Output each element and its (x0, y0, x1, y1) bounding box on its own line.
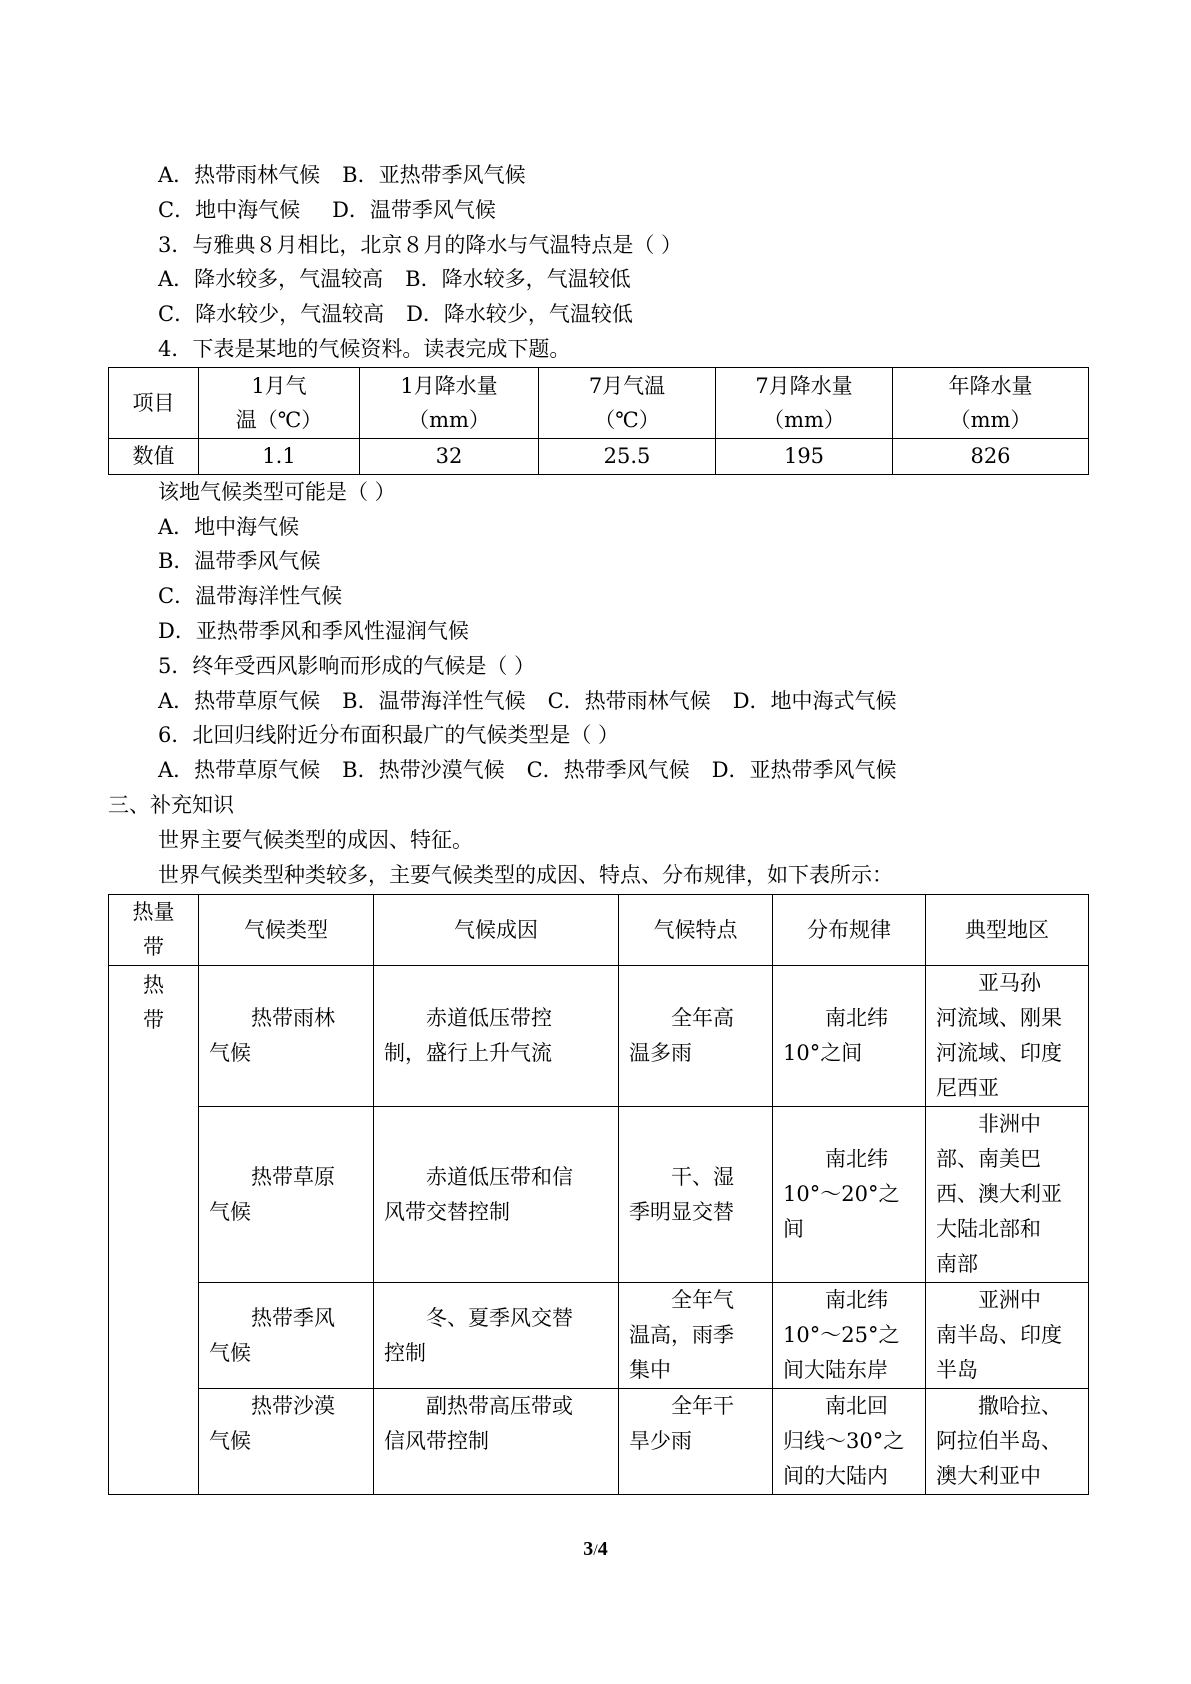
q6-option-a: A．热带草原气候 (158, 758, 321, 783)
table-row (109, 1283, 1089, 1389)
page-number-separator: / (593, 1542, 598, 1559)
q5-options (108, 684, 1088, 719)
q4-stem: 4．下表是某地的气候资料。读表完成下题。 (158, 336, 571, 361)
climate-type-cell: 热带草原 气候 (199, 1107, 374, 1283)
table-row (109, 1389, 1089, 1495)
q2-option-b: B．亚热带季风气候 (342, 163, 526, 187)
q2-option-a: A．热带雨林气候 (158, 163, 321, 187)
region-cell: 撒哈拉、 阿拉伯半岛、 澳大利亚中 (926, 1389, 1089, 1495)
header-cell: 1月气 温（℃） (199, 367, 360, 438)
cause-cell: 冬、夏季风交替 控制 (374, 1283, 619, 1389)
climate-data-table (108, 367, 1089, 475)
cause-cell: 赤道低压带控 制，盛行上升气流 (374, 966, 619, 1107)
feature-cell: 干、湿 季明显交替 (619, 1107, 773, 1283)
q3-option-d: D．降水较少，气温较低 (406, 302, 633, 327)
feature-cell: 全年气 温高，雨季 集中 (619, 1283, 773, 1389)
page-number-total: 4 (597, 1538, 608, 1560)
page-number (0, 1538, 1191, 1561)
table-header-row (109, 895, 1089, 966)
header-cell: 气候成因 (374, 895, 619, 966)
q5-option-d: D．地中海式气候 (732, 688, 897, 713)
feature-cell: 全年高 温多雨 (619, 966, 773, 1107)
header-cell: 7月气温 （℃） (539, 367, 716, 438)
q3-option-b: B．降水较多，气温较低 (405, 267, 631, 292)
header-cell: 气候特点 (619, 895, 773, 966)
q5-stem: 5．终年受西风影响而形成的气候是（ ） (158, 653, 536, 678)
climate-type-cell: 热带雨林 气候 (199, 966, 374, 1107)
header-cell: 7月降水量 （mm） (716, 367, 893, 438)
q4-option-c: C．温带海洋性气候 (158, 584, 343, 609)
q6-option-d: D．亚热带季风气候 (711, 758, 897, 783)
q3-options-line-2 (108, 297, 1088, 332)
distribution-cell: 南北纬 10°～25°之 间大陆东岸 (773, 1283, 926, 1389)
q5-option-c: C．热带雨林气候 (547, 688, 711, 713)
header-cell: 1月降水量 （mm） (360, 367, 539, 438)
region-cell: 亚洲中 南半岛、印度 半岛 (926, 1283, 1089, 1389)
q3-option-a: A．降水较多，气温较高 (158, 267, 384, 292)
header-cell: 分布规律 (773, 895, 926, 966)
table-cell: 数值 (109, 438, 199, 474)
header-cell: 年降水量 （mm） (893, 367, 1089, 438)
page-number-current: 3 (583, 1538, 594, 1560)
climate-types-table (108, 894, 1089, 1495)
q4-question: 该地气候类型可能是（ ） (158, 479, 396, 504)
table-row (109, 438, 1089, 474)
q3-option-c: C．降水较少，气温较高 (158, 302, 385, 327)
header-cell: 热量 带 (109, 895, 199, 966)
table-cell: 1.1 (199, 438, 360, 474)
distribution-cell: 南北纬 10°之间 (773, 966, 926, 1107)
section-heading: 三、补充知识 (108, 792, 234, 817)
q4-option-a: A．地中海气候 (158, 514, 300, 539)
q6-option-c: C．热带季风气候 (526, 758, 690, 783)
q6-option-b: B．热带沙漠气候 (342, 758, 505, 783)
feature-cell: 全年干 旱少雨 (619, 1389, 773, 1495)
q4-option-b: B．温带季风气候 (158, 549, 321, 574)
document-page (108, 158, 1088, 1495)
q2-option-c: C．地中海气候 (158, 197, 301, 222)
header-cell: 气候类型 (199, 895, 374, 966)
table-header-row (109, 367, 1089, 438)
table-cell: 32 (360, 438, 539, 474)
region-cell: 亚马孙 河流域、刚果 河流域、印度 尼西亚 (926, 966, 1089, 1107)
distribution-cell: 南北回 归线～30°之 间的大陆内 (773, 1389, 926, 1495)
q3-options-line-1 (108, 262, 1088, 297)
header-cell: 项目 (109, 367, 199, 438)
section-line-1: 世界主要气候类型的成因、特征。 (158, 827, 473, 852)
q3-stem: 3．与雅典８月相比，北京８月的降水与气温特点是（ ） (158, 232, 683, 257)
distribution-cell: 南北纬 10°～20°之 间 (773, 1107, 926, 1283)
heat-zone-cell: 热 带 (109, 966, 199, 1495)
table-cell: 826 (893, 438, 1089, 474)
q6-options (108, 753, 1088, 788)
table-row (109, 1107, 1089, 1283)
q4-option-d: D．亚热带季风和季风性湿润气候 (158, 618, 469, 643)
q6-stem: 6．北回归线附近分布面积最广的气候类型是（ ） (158, 723, 620, 748)
q5-option-b: B．温带海洋性气候 (342, 688, 526, 713)
table-cell: 195 (716, 438, 893, 474)
q5-option-a: A．热带草原气候 (158, 688, 321, 713)
q2-options-line-2 (108, 193, 1088, 228)
table-cell: 25.5 (539, 438, 716, 474)
section-line-2: 世界气候类型种类较多，主要气候类型的成因、特点、分布规律，如下表所示： (158, 862, 893, 887)
header-cell: 典型地区 (926, 895, 1089, 966)
region-cell: 非洲中 部、南美巴 西、澳大利亚 大陆北部和 南部 (926, 1107, 1089, 1283)
table-row (109, 966, 1089, 1107)
cause-cell: 副热带高压带或 信风带控制 (374, 1389, 619, 1495)
climate-type-cell: 热带沙漠 气候 (199, 1389, 374, 1495)
q2-option-d: D．温带季风气候 (332, 197, 496, 222)
cause-cell: 赤道低压带和信 风带交替控制 (374, 1107, 619, 1283)
q2-options-line-1 (108, 158, 1088, 193)
climate-type-cell: 热带季风 气候 (199, 1283, 374, 1389)
